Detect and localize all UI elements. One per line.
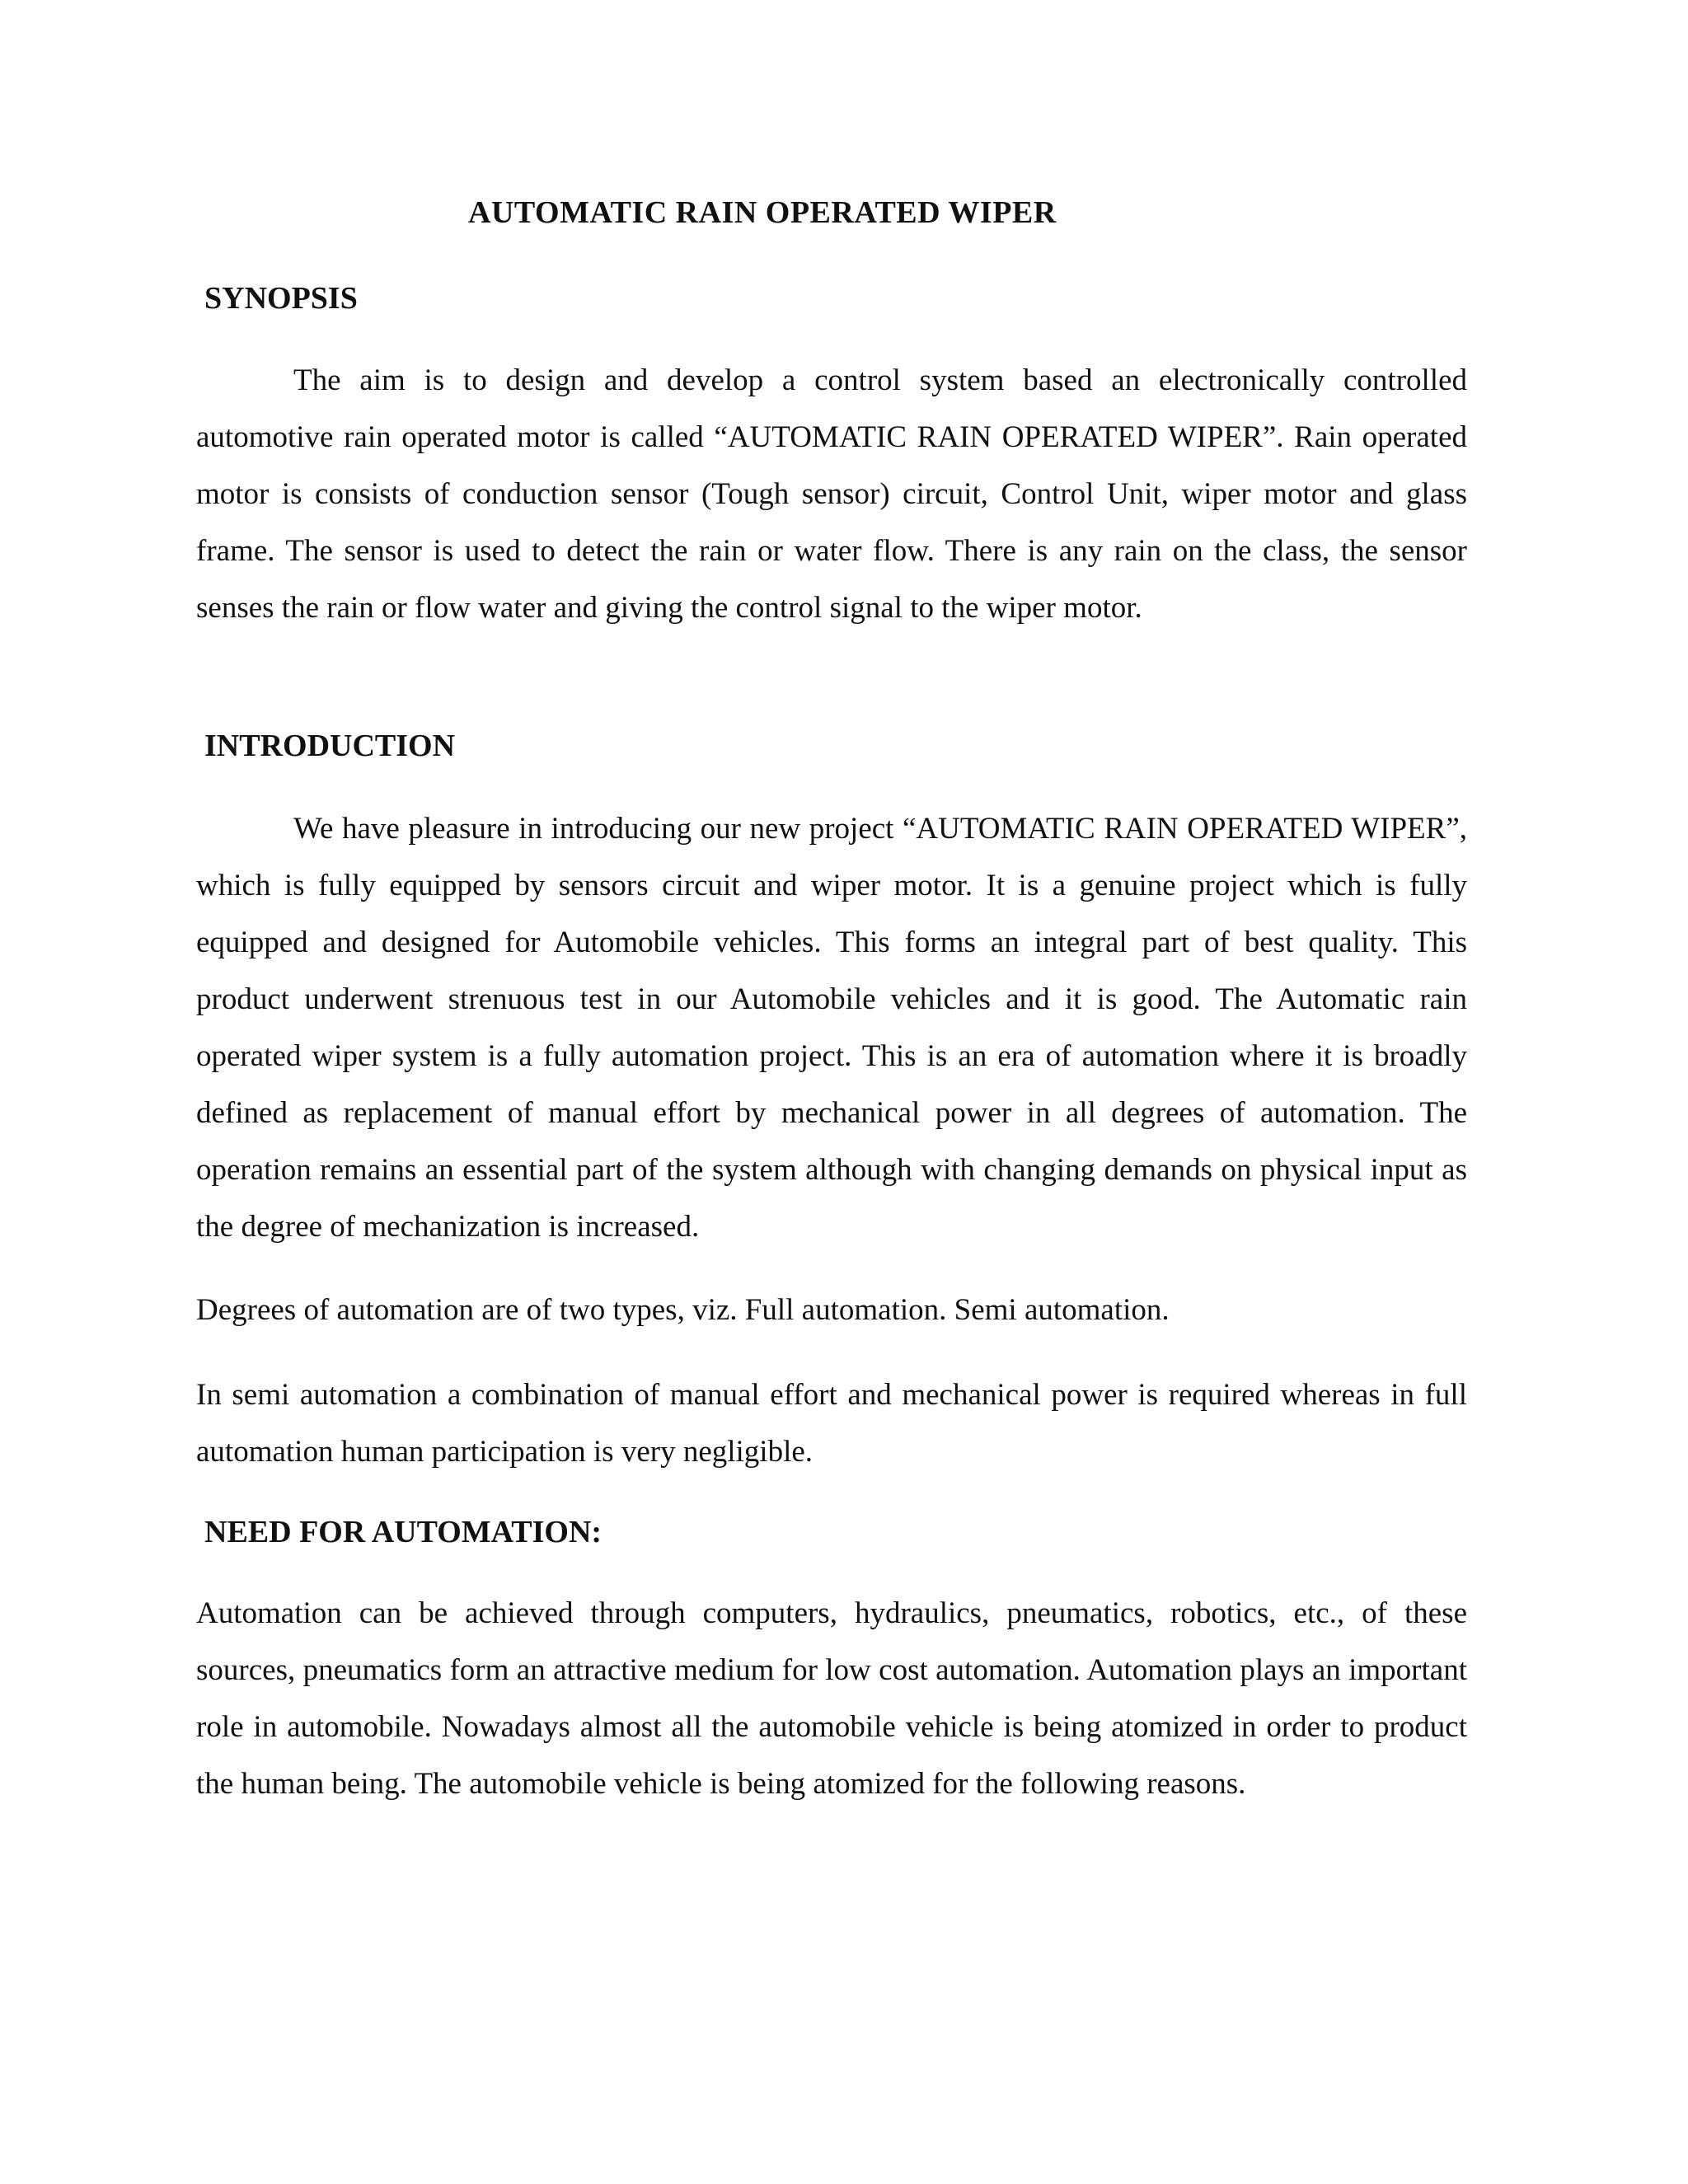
section-heading-synopsis: SYNOPSIS	[204, 281, 358, 316]
section-heading-need-for-automation: NEED FOR AUTOMATION:	[204, 1515, 603, 1549]
synopsis-paragraph: The aim is to design and develop a control system based an electronically controlled automotive rain operated motor is called “AUTOMATIC RAIN OPERATED WIPER”. Rain operated motor is consists of conduction sensor (Tough sensor) circuit, Control Unit, wiper motor and glass frame. The sensor is used to detect the rain or water flow. There is any rain on the class, the sensor senses the rain or flow water and giving the control signal to the wiper motor.	[196, 363, 1467, 625]
section-heading-introduction: INTRODUCTION	[204, 729, 456, 763]
semi-automation-paragraph: In semi automation a combination of manual effort and mechanical power is required whereas in full automation human participation is very negligible.	[196, 1378, 1467, 1469]
need-for-automation-paragraph: Automation can be achieved through computers, hydraulics, pneumatics, robotics, etc., of these sources, pneumatics form an attractive medium for low cost automation. Automation plays an important role in automobile. Nowadays almost all the automobile vehicle is being atomized in order to product the human being. The automobile vehicle is being atomized for the following reasons.	[196, 1596, 1467, 1801]
introduction-paragraph: We have pleasure in introducing our new project “AUTOMATIC RAIN OPERATED WIPER”, which is fully equipped by sensors circuit and wiper motor. It is a genuine project which is fully equipped and designed for Automobile vehicles. This forms an integral part of best quality. This product underwent strenuous test in our Automobile vehicles and it is good. The Automatic rain operated wiper system is a fully automation project. This is an era of automation where it is broadly defined as replacement of manual effort by mechanical power in all degrees of automation. The operation remains an essential part of the system although with changing demands on physical input as the degree of mechanization is increased.	[196, 812, 1467, 1244]
document-title: AUTOMATIC RAIN OPERATED WIPER	[468, 195, 1057, 230]
automation-degrees-paragraph: Degrees of automation are of two types, viz. Full automation. Semi automation.	[196, 1293, 1170, 1327]
